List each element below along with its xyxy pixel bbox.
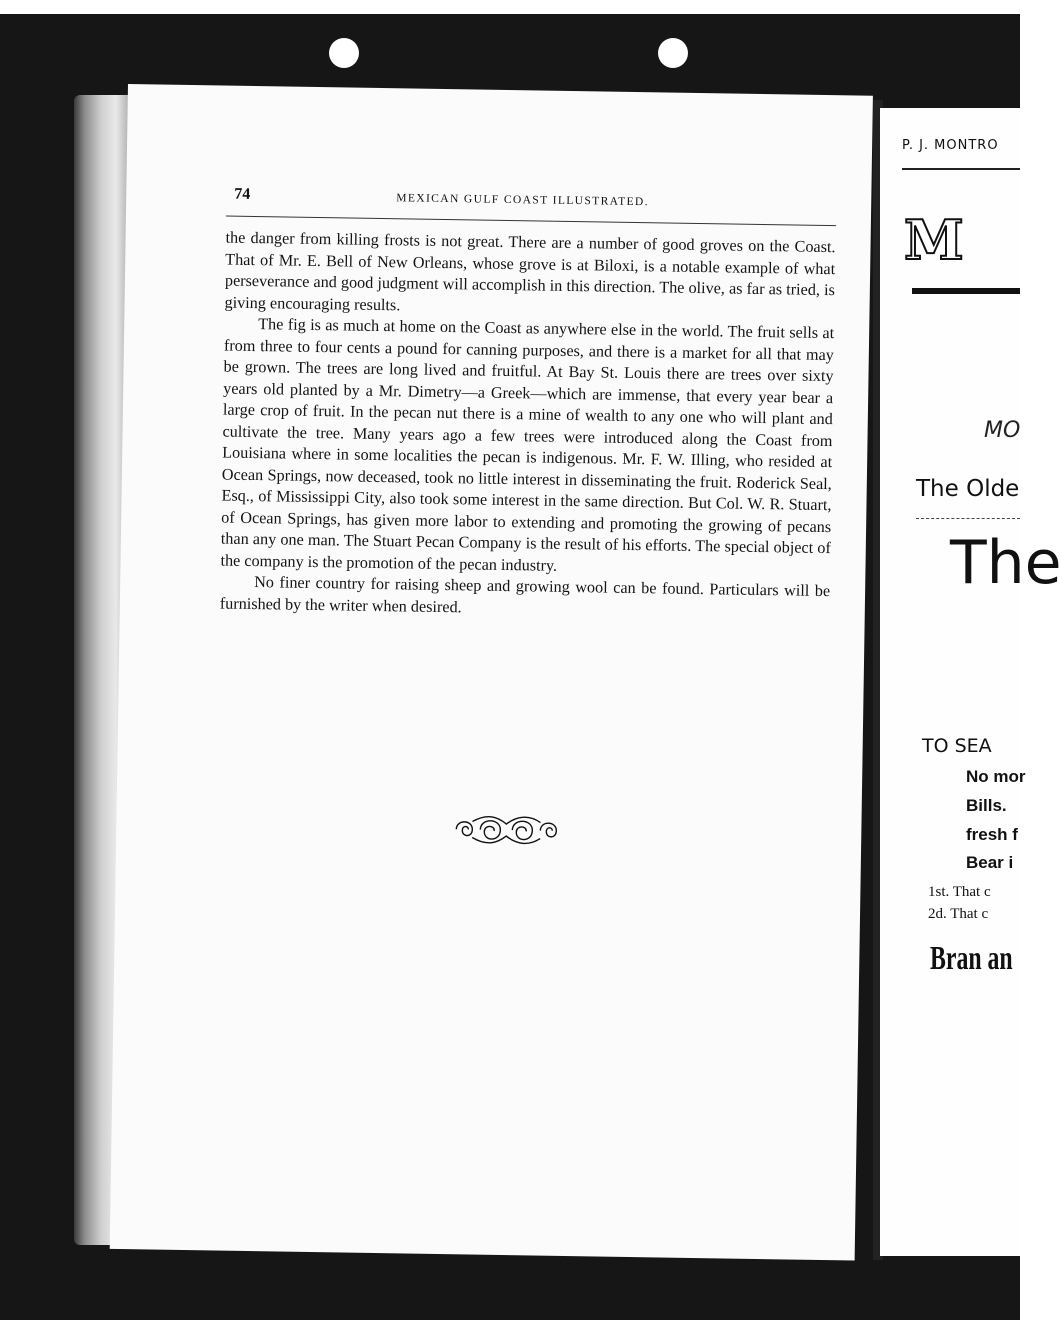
ad-headline-the: The bbox=[950, 528, 1062, 598]
ad-bold-line: No mor bbox=[966, 767, 1026, 786]
paragraph: No finer country for raising sheep and growing wool can be found. Particulars will be furnished by the writer when desired. bbox=[219, 573, 831, 616]
paragraph: The fig is as much at home on the Coast as anywhere else in the world. The fruit sells at from three to four cents a pound for canning purposes, and there is a market for all that may be grown. The trees are long lived and fruitful. At Bay St. Louis there are trees over sixty years old planted by a Mr. Dimetry—a Greek—which are immense, that every year bear a large crop of fruit. In the pecan nut there is a mine of wealth to any one who will plant and cultivate the tree. Many years ago a few trees were introduced along the Coast from Louisiana where in some localities the pecan is indigenous. Mr. F. W. Illing, who resided at Ocean Springs, now deceased, took no little interest in disseminating the fruit. Roderick Seal, Esq., of Mississippi City, also took some interest in the same direction. But Col. W. R. Stuart, of Ocean Springs, has given more labor to extending and promoting the growing of pecans than any one man. The Stuart Pecan Company is the result of his efforts. The special object of the company is the promotion of the pecan industry. bbox=[220, 315, 835, 575]
ad-list-line: 1st. That c bbox=[928, 884, 991, 900]
right-page-header: P. J. MONTRO bbox=[902, 138, 999, 153]
running-head-title: MEXICAN GULF COAST ILLUSTRATED. bbox=[396, 192, 650, 209]
ad-bold-line: fresh f bbox=[966, 825, 1018, 844]
ad-bold-line: Bills. bbox=[966, 796, 1007, 815]
ad-line-bran: Bran an bbox=[930, 940, 1013, 977]
paragraph: the danger from killing frosts is not great. There are a number of good groves on the Coast. That of Mr. E. Bell of New Orleans, whose grove is at Biloxi, is a notable example of what perseverance and good judgment will accomplish in this direction. The olive, as far as tried, is giving encouraging results. bbox=[224, 228, 836, 314]
page-number: 74 bbox=[234, 185, 251, 203]
ad-list-line: 2d. That c bbox=[928, 906, 989, 922]
ad-line-olde: The Olde bbox=[916, 476, 1020, 502]
punch-hole-left bbox=[329, 38, 359, 68]
left-page bbox=[110, 84, 873, 1261]
ad-bold-line: Bear i bbox=[966, 853, 1014, 872]
punch-hole-right bbox=[658, 38, 688, 68]
ad-dashed-rule bbox=[916, 518, 1020, 520]
ornate-logo-letter: M bbox=[904, 208, 966, 272]
right-header-rule bbox=[902, 168, 1020, 170]
article-body bbox=[220, 228, 836, 625]
ad-line-mo: MO bbox=[984, 418, 1021, 443]
right-page bbox=[880, 108, 1062, 1256]
running-head bbox=[226, 186, 846, 222]
ornament-flourish bbox=[446, 811, 567, 849]
logo-bar bbox=[912, 288, 1020, 294]
ad-line-to-sea: TO SEA bbox=[922, 735, 992, 757]
